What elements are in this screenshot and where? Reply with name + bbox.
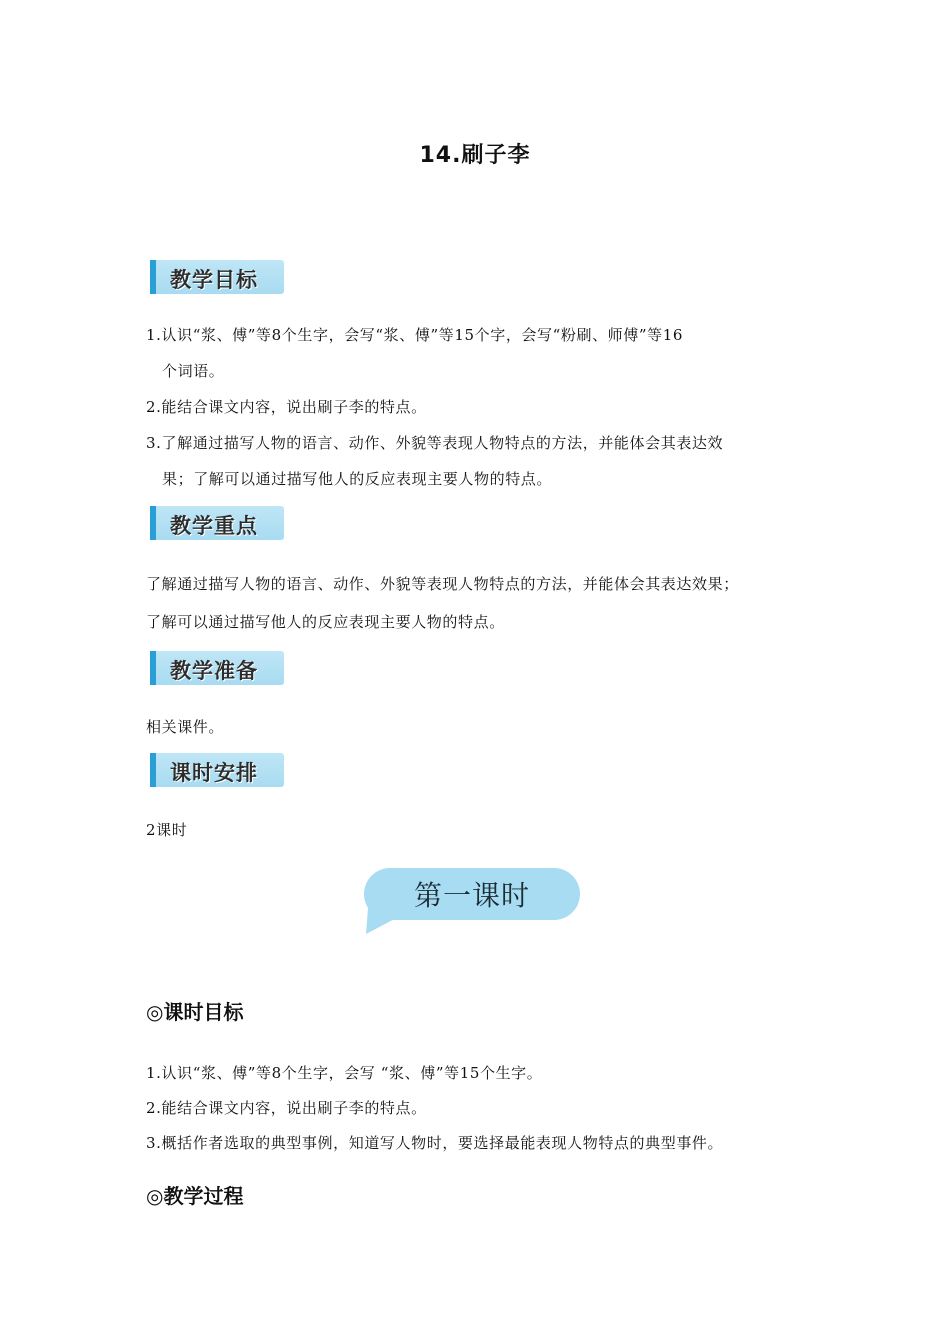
section-header-schedule [150,753,284,787]
section-header-schedule-label: 课时安排 [170,760,258,785]
section-header-prep-label: 教学准备 [170,658,258,683]
section-header-prep [150,651,284,685]
lesson-bubble-label: 第一课时 [413,879,530,912]
section-header-goals-label: 教学目标 [170,267,258,292]
goal-line-2: 2.能结合课文内容，说出刷子李的特点。 [146,398,427,416]
lesson-bubble [364,868,580,934]
focus-line-1: 了解通过描写人物的语言、动作、外貌等表现人物特点的方法，并能体会其表达效果； [146,575,739,593]
goal-line-3-cont: 果；了解可以通过描写他人的反应表现主要人物的特点。 [162,470,553,488]
goal-line-3: 3.了解通过描写人物的语言、动作、外貌等表现人物特点的方法，并能体会其表达效 [146,434,724,452]
focus-line-2: 了解可以通过描写他人的反应表现主要人物的特点。 [146,613,505,631]
page-title: 14.刷子李 [419,143,531,168]
process-heading: ◎教学过程 [146,1184,244,1208]
lesson-goal-2: 2.能结合课文内容，说出刷子李的特点。 [146,1099,427,1117]
schedule-text: 2课时 [146,821,188,839]
goal-line-1-cont: 个词语。 [162,362,225,380]
section-header-focus [150,506,284,540]
lesson-goal-3: 3.概括作者选取的典型事例，知道写人物时，要选择最能表现人物特点的典型事件。 [146,1134,724,1152]
lesson-goal-1: 1.认识“浆、傅”等8个生字，会写 “浆、傅”等15个生字。 [146,1064,543,1082]
section-header-focus-label: 教学重点 [170,513,258,538]
prep-text: 相关课件。 [146,718,225,736]
goal-line-1: 1.认识“浆、傅”等8个生字，会写“浆、傅”等15个字，会写“粉刷、师傅”等16 [146,326,684,344]
section-header-goals [150,260,284,294]
lesson-goals-heading: ◎课时目标 [146,1000,244,1024]
